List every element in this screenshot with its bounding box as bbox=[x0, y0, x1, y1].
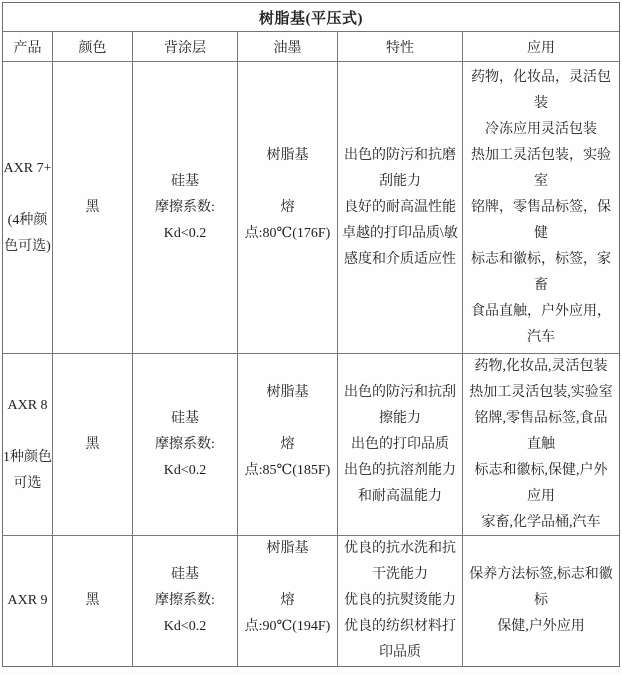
cell-text-line: 标志和徽标,保健,户外 bbox=[474, 462, 608, 478]
cell-text-line: 良好的耐高温性能 bbox=[344, 199, 456, 215]
cell-text-line: 擦能力 bbox=[379, 410, 421, 426]
cell-text-line: 优良的抗水洗和抗 bbox=[344, 541, 456, 556]
cell-text-line: 装 bbox=[534, 95, 548, 111]
cell-text-line: 点:90℃(194F) bbox=[244, 619, 331, 634]
cell-text-line: 优良的抗熨烫能力 bbox=[344, 593, 456, 608]
cell-text-line: 色可选) bbox=[4, 238, 51, 254]
cell-text-line: 出色的防污和抗磨 bbox=[344, 147, 456, 163]
cell-text-line: 和耐高温能力 bbox=[358, 488, 442, 504]
cell-text-line: 可选 bbox=[13, 475, 42, 491]
cell-text-line: 黑 bbox=[85, 199, 100, 215]
column-header-features: 特性 bbox=[338, 32, 463, 62]
cell-text-line: 健 bbox=[534, 225, 548, 241]
cell-text-line: (4种颜 bbox=[7, 212, 48, 228]
cell-text-line: 食品直触，户外应用， bbox=[471, 303, 611, 319]
cell-text-line: 摩擦系数: bbox=[155, 436, 215, 452]
cell-text-line: AXR 9 bbox=[7, 593, 48, 608]
cell-product-row2 bbox=[3, 536, 53, 666]
cell-text-line: 印品质 bbox=[379, 645, 421, 660]
cell-text-line: 点:85℃(185F) bbox=[244, 462, 331, 478]
cell-ink-row0 bbox=[238, 62, 338, 354]
cell-text-line: 点:80℃(176F) bbox=[244, 225, 331, 241]
cell-text-line: 卓越的打印品质\敏 bbox=[342, 225, 458, 241]
cell-text-line: 保健,户外应用 bbox=[497, 619, 585, 634]
cell-text-line: 树脂基 bbox=[266, 541, 309, 556]
cell-text-line: 汽车 bbox=[527, 329, 555, 345]
cell-text-line: 黑 bbox=[85, 593, 100, 608]
cell-backcoat-row2 bbox=[133, 536, 238, 666]
cell-text-line: 树脂基 bbox=[266, 384, 309, 400]
spec-table bbox=[2, 2, 620, 667]
cell-text-line: 熔 bbox=[280, 436, 295, 452]
column-header-backcoat: 背涂层 bbox=[133, 32, 238, 62]
cell-applications-row0 bbox=[463, 62, 619, 354]
cell-product-row0 bbox=[3, 62, 53, 354]
cell-text-line: 优良的纺织材料打 bbox=[344, 619, 456, 634]
cell-text-line: 熔 bbox=[280, 593, 295, 608]
cell-text-line: 黑 bbox=[85, 436, 100, 452]
cell-features-row1 bbox=[338, 354, 463, 536]
cell-applications-row1 bbox=[463, 354, 619, 536]
cell-backcoat-row0 bbox=[133, 62, 238, 354]
cell-text-line: Kd<0.2 bbox=[163, 619, 207, 634]
cell-text-line: 硅基 bbox=[171, 173, 199, 189]
cell-text-line: 摩擦系数: bbox=[155, 199, 215, 215]
cell-text-line: 冷冻应用灵活包装 bbox=[485, 121, 597, 137]
cell-text-line: 硅基 bbox=[171, 567, 199, 582]
cell-color-row2 bbox=[53, 536, 133, 666]
cell-text-line: 家畜,化学品桶,汽车 bbox=[481, 514, 601, 530]
cell-text-line: 药物,化妆品,灵活包装 bbox=[474, 358, 608, 374]
cell-features-row0 bbox=[338, 62, 463, 354]
cell-text-line: 标 bbox=[534, 593, 548, 608]
cell-text-line: 应用 bbox=[527, 488, 555, 504]
column-header-color: 颜色 bbox=[53, 32, 133, 62]
cell-color-row1 bbox=[53, 354, 133, 536]
cell-text-line: 出色的打印品质 bbox=[351, 436, 449, 452]
cell-text-line: 树脂基 bbox=[266, 147, 309, 163]
cell-text-line: 铭牌，零售品标签，保 bbox=[471, 199, 611, 215]
cell-text-line: 刮能力 bbox=[379, 173, 421, 189]
cell-text-line: 摩擦系数: bbox=[155, 593, 215, 608]
cell-text-line: 出色的抗溶剂能力 bbox=[344, 462, 456, 478]
table-title: 树脂基(平压式) bbox=[3, 3, 619, 32]
cell-text-line: 干洗能力 bbox=[372, 567, 428, 582]
column-header-applications: 应用 bbox=[463, 32, 619, 62]
cell-text-line: 畜 bbox=[534, 277, 548, 293]
cell-text-line: 硅基 bbox=[171, 410, 199, 426]
cell-text-line: 感度和介质适应性 bbox=[344, 251, 456, 267]
column-header-ink: 油墨 bbox=[238, 32, 338, 62]
cell-text-line: 热加工灵活包装,实验室 bbox=[469, 384, 613, 400]
cell-backcoat-row1 bbox=[133, 354, 238, 536]
cell-text-line: Kd<0.2 bbox=[163, 225, 207, 241]
cell-text-line: 热加工灵活包装，实验 bbox=[471, 147, 611, 163]
cell-ink-row2 bbox=[238, 536, 338, 666]
cell-text-line: 出色的防污和抗刮 bbox=[344, 384, 456, 400]
cell-color-row0 bbox=[53, 62, 133, 354]
cell-text-line: AXR 7+ bbox=[3, 160, 52, 176]
cell-ink-row1 bbox=[238, 354, 338, 536]
cell-text-line: Kd<0.2 bbox=[163, 462, 207, 478]
cell-text-line: 室 bbox=[534, 173, 548, 189]
column-header-product: 产品 bbox=[3, 32, 53, 62]
cell-text-line: 保养方法标签,标志和徽 bbox=[469, 567, 613, 582]
cell-text-line: 药物，化妆品，灵活包 bbox=[471, 69, 611, 85]
cell-text-line: 标志和徽标，标签，家 bbox=[471, 251, 611, 267]
cell-text-line: 直触 bbox=[527, 436, 555, 452]
cell-text-line: 熔 bbox=[280, 199, 295, 215]
cell-text-line: 铭牌,零售品标签,食品 bbox=[474, 410, 608, 426]
cell-text-line: AXR 8 bbox=[7, 397, 48, 413]
cell-text-line: 1种颜色 bbox=[3, 449, 52, 465]
cell-product-row1 bbox=[3, 354, 53, 536]
cell-features-row2 bbox=[338, 536, 463, 666]
cell-applications-row2 bbox=[463, 536, 619, 666]
